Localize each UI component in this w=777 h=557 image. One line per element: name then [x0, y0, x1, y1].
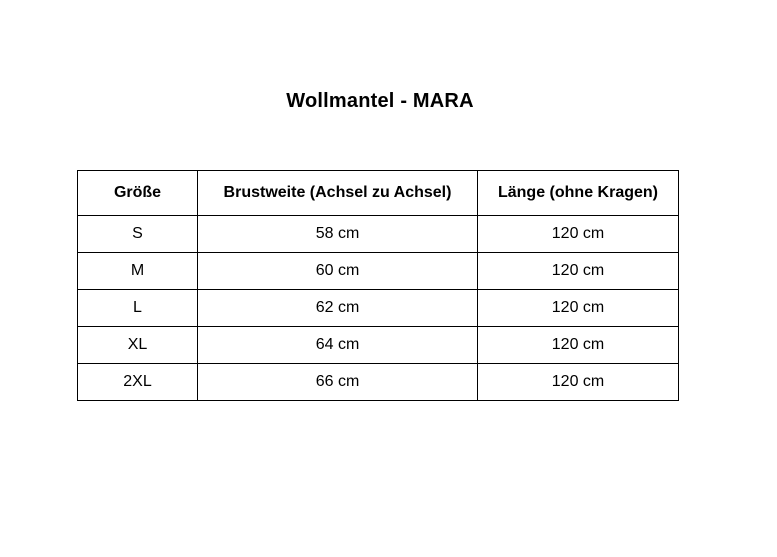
- size-cell: XL: [78, 327, 198, 364]
- size-cell: S: [78, 216, 198, 253]
- chest-width-cell: 62 cm: [198, 290, 478, 327]
- size-table: [77, 170, 679, 401]
- chest-width-cell: 66 cm: [198, 364, 478, 401]
- size-cell: L: [78, 290, 198, 327]
- length-cell: 120 cm: [478, 290, 679, 327]
- length-cell: 120 cm: [478, 327, 679, 364]
- header-chest-width: Brustweite (Achsel zu Achsel): [198, 171, 478, 216]
- size-cell: 2XL: [78, 364, 198, 401]
- chest-width-cell: 60 cm: [198, 253, 478, 290]
- table-row: [78, 327, 679, 364]
- chest-width-cell: 58 cm: [198, 216, 478, 253]
- table-row: [78, 253, 679, 290]
- length-cell: 120 cm: [478, 216, 679, 253]
- size-cell: M: [78, 253, 198, 290]
- length-cell: 120 cm: [478, 253, 679, 290]
- chest-width-cell: 64 cm: [198, 327, 478, 364]
- header-length: Länge (ohne Kragen): [478, 171, 679, 216]
- length-cell: 120 cm: [478, 364, 679, 401]
- header-size: Größe: [78, 171, 198, 216]
- table-row: [78, 364, 679, 401]
- page-title: Wollmantel - MARA: [286, 90, 474, 112]
- table-header-row: [78, 171, 679, 216]
- table-row: [78, 216, 679, 253]
- table-row: [78, 290, 679, 327]
